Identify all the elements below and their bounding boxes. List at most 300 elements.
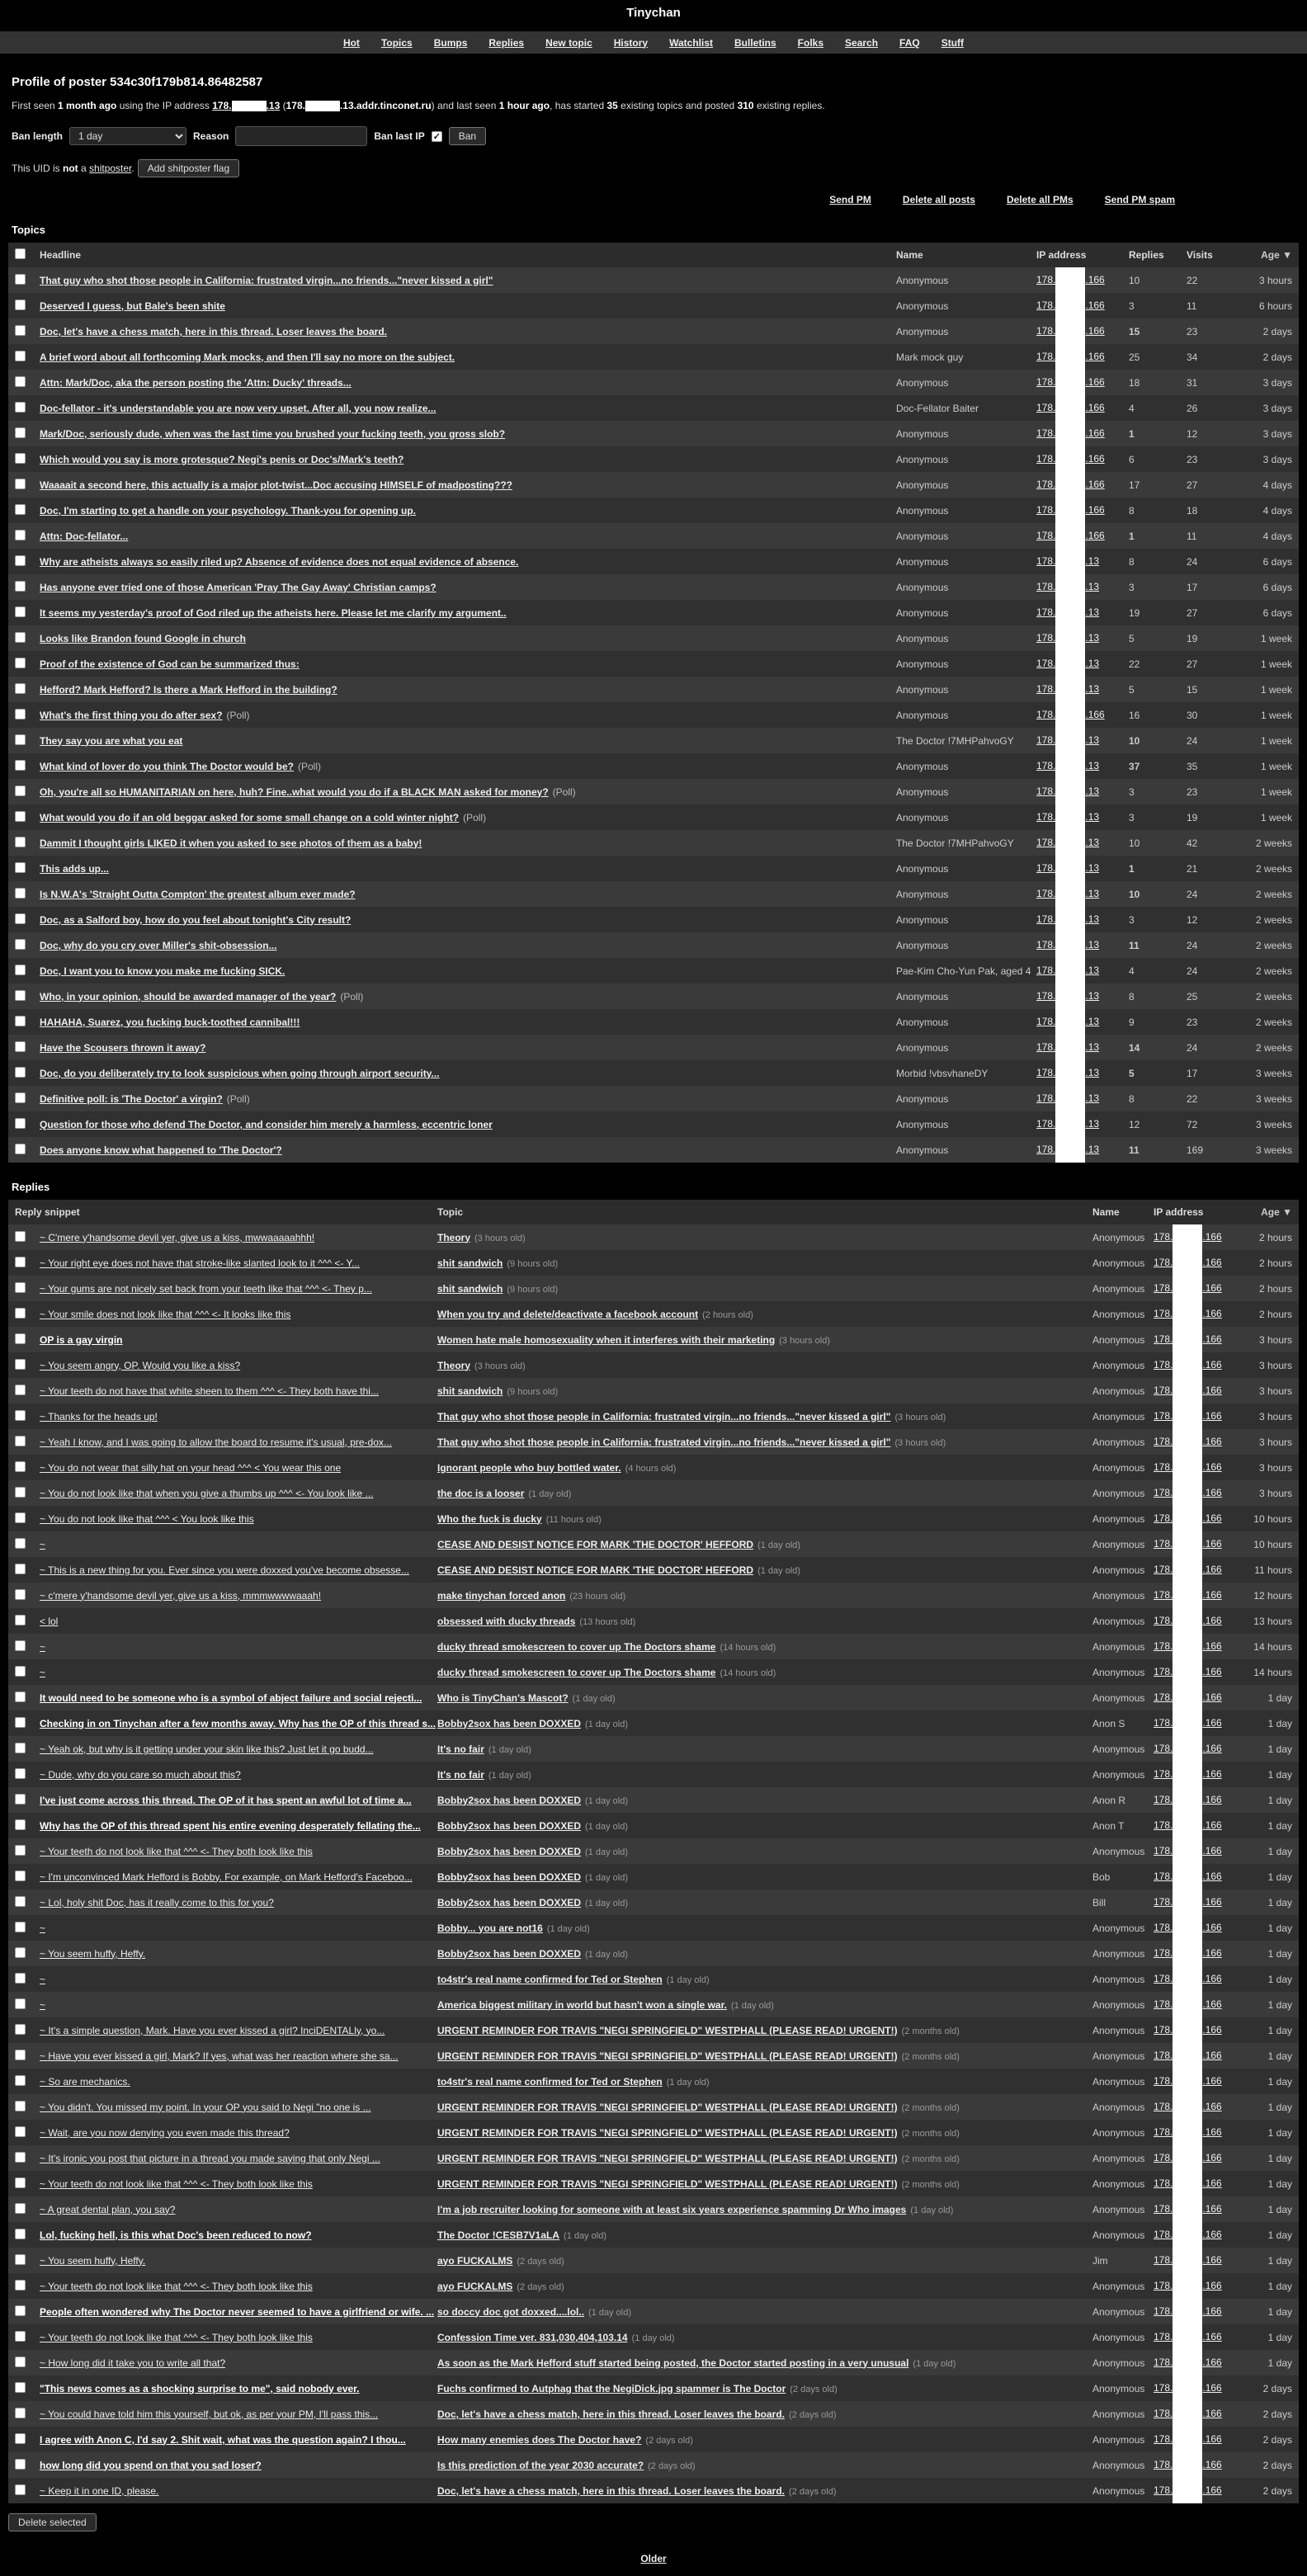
reply-topic-link[interactable]: It's no fair <box>437 1768 484 1781</box>
reply-snippet-link[interactable]: ~ A great dental plan, you say? <box>40 2203 176 2215</box>
reply-topic-link[interactable]: How many enemies does The Doctor have? <box>437 2433 642 2446</box>
ip-link[interactable]: 178. .13 <box>1036 581 1099 592</box>
reply-snippet-link[interactable]: ~ I'm unconvinced Mark Hefford is Bobby. For example, on Mark Hefford's Faceboo... <box>40 1871 413 1883</box>
row-checkbox[interactable] <box>15 2331 26 2342</box>
row-checkbox[interactable] <box>15 837 26 847</box>
reply-topic-link[interactable]: Confession Time ver. 831,030,404,103.14 <box>437 2331 628 2343</box>
reply-snippet-link[interactable]: ~ Your teeth do not have that white sheen to them ^^^ <- They both have thi... <box>40 1385 379 1397</box>
ip-link[interactable]: 178. .166 <box>1036 274 1105 285</box>
row-checkbox[interactable] <box>15 1922 26 1932</box>
reply-topic-link[interactable]: make tinychan forced anon <box>437 1589 566 1602</box>
row-checkbox[interactable] <box>15 786 26 796</box>
row-checkbox[interactable] <box>15 300 26 310</box>
ip-link[interactable]: 178. .166 <box>1154 2433 1222 2445</box>
row-checkbox[interactable] <box>15 1743 26 1753</box>
ip-link[interactable]: 178. .166 <box>1154 2229 1222 2240</box>
row-checkbox[interactable] <box>15 2459 26 2470</box>
topic-headline-link[interactable]: Have the Scousers thrown it away? <box>40 1041 206 1054</box>
row-checkbox[interactable] <box>15 683 26 694</box>
reply-snippet-link[interactable]: ~ C'mere y'handsome devil yer, give us a kiss, mwwaaaaahhh! <box>40 1231 315 1243</box>
row-checkbox[interactable] <box>15 1333 26 1344</box>
reply-snippet-link[interactable]: ~ Your smile does not look like that ^^^ <- It looks like this <box>40 1308 291 1320</box>
reply-snippet-link[interactable]: ~ You seem angry, OP. Would you like a kiss? <box>40 1359 241 1371</box>
reply-snippet-link[interactable]: It would need to be someone who is a symbol of abject failure and social rejecti... <box>40 1691 422 1704</box>
row-checkbox[interactable] <box>15 1998 26 2009</box>
row-checkbox[interactable] <box>15 990 26 1001</box>
ip-link[interactable]: 178. .166 <box>1154 2203 1222 2215</box>
reply-topic-link[interactable]: ayo FUCKALMS <box>437 2254 513 2267</box>
ban-button[interactable]: Ban <box>449 127 486 145</box>
reply-snippet-link[interactable]: ~ Have you ever kissed a girl, Mark? If yes, what was her reaction where she sa... <box>40 2050 399 2062</box>
ip-link[interactable]: 178. .166 <box>1154 1436 1222 1447</box>
ip-link[interactable]: 178. .166 <box>1154 1257 1222 1268</box>
reply-snippet-link[interactable]: ~ Yeah ok, but why is it getting under your skin like this? Just let it go budd... <box>40 1743 374 1755</box>
ip-link[interactable]: 178. .166 <box>1154 1589 1222 1601</box>
nav-link-new-topic[interactable]: New topic <box>545 36 592 49</box>
ip-link[interactable]: 178. .13 <box>1036 606 1099 618</box>
nav-link-history[interactable]: History <box>613 36 649 49</box>
row-checkbox[interactable] <box>15 2305 26 2316</box>
row-checkbox[interactable] <box>15 811 26 822</box>
row-checkbox[interactable] <box>15 2177 26 2188</box>
ip-link[interactable]: 178. .166 <box>1036 376 1105 388</box>
topic-headline-link[interactable]: Attn: Doc-fellator... <box>40 530 129 542</box>
row-checkbox[interactable] <box>15 1461 26 1472</box>
reply-snippet-link[interactable]: ~ You seem huffy, Heffy. <box>40 2254 146 2267</box>
row-checkbox[interactable] <box>15 274 26 285</box>
ip-link[interactable]: 178. .13 <box>1036 555 1099 567</box>
row-checkbox[interactable] <box>15 402 26 413</box>
row-checkbox[interactable] <box>15 2408 26 2418</box>
row-checkbox[interactable] <box>15 1385 26 1395</box>
reply-snippet-link[interactable]: Lol, fucking hell, is this what Doc's been reduced to now? <box>40 2229 312 2241</box>
ip-link[interactable]: 178. .166 <box>1154 1666 1222 1677</box>
nav-link-bumps[interactable]: Bumps <box>433 36 468 49</box>
reply-snippet-link[interactable]: ~ Your teeth do not look like that ^^^ <- They both look like this <box>40 1845 313 1857</box>
ip-link[interactable]: 178. .166 <box>1154 2357 1222 2368</box>
ban-length-select[interactable] <box>69 127 186 145</box>
row-checkbox[interactable] <box>15 1819 26 1830</box>
row-checkbox[interactable] <box>15 965 26 975</box>
topic-headline-link[interactable]: Doc-fellator - it's understandable you are now very upset. After all, you now realize... <box>40 402 436 414</box>
topic-headline-link[interactable]: They say you are what you eat <box>40 734 183 747</box>
row-checkbox[interactable] <box>15 1118 26 1129</box>
ip-link[interactable]: 178. .166 <box>1154 1512 1222 1524</box>
row-checkbox[interactable] <box>15 734 26 745</box>
row-checkbox[interactable] <box>15 1067 26 1078</box>
ip-link[interactable]: 178. .13 <box>1036 683 1099 695</box>
row-checkbox[interactable] <box>15 913 26 924</box>
row-checkbox[interactable] <box>15 2050 26 2060</box>
reply-snippet-link[interactable]: ~ It's a simple question, Mark. Have you ever kissed a girl? InciDENTALly, yo... <box>40 2024 385 2036</box>
ip-link[interactable]: 178. .13 <box>1036 1067 1099 1078</box>
reply-topic-link[interactable]: Is this prediction of the year 2030 accurate? <box>437 2459 644 2471</box>
col-age-sort[interactable]: Age ▼ <box>1261 1206 1292 1218</box>
row-checkbox[interactable] <box>15 862 26 873</box>
reply-snippet-link[interactable]: ~ Dude, why do you care so much about this? <box>40 1768 241 1781</box>
reply-snippet-link[interactable]: Why has the OP of this thread spent his entire evening desperately fellating the... <box>40 1819 421 1832</box>
ip-link[interactable]: 178. .166 <box>1154 1871 1222 1882</box>
ip-link[interactable]: 178. .13 <box>1036 862 1099 874</box>
topic-headline-link[interactable]: Mark/Doc, seriously dude, when was the last time you brushed your fucking teeth, you gross slob? <box>40 427 506 440</box>
reply-topic-link[interactable]: America biggest military in world but hasn't won a single war. <box>437 1998 727 2011</box>
shitposter-link[interactable]: shitposter <box>89 163 132 174</box>
add-shitposter-flag-button[interactable]: Add shitposter flag <box>138 159 239 177</box>
topic-headline-link[interactable]: Doc, I want you to know you make me fucking SICK. <box>40 965 285 977</box>
row-checkbox[interactable] <box>15 2484 26 2495</box>
reply-snippet-link[interactable]: ~ You do not look like that when you give a thumbs up ^^^ <- You look like ... <box>40 1487 374 1499</box>
ip-link[interactable]: 178. .166 <box>1154 2126 1222 2138</box>
row-checkbox[interactable] <box>15 2357 26 2367</box>
reply-snippet-link[interactable]: ~ This is a new thing for you. Ever since you were doxxed you've become obsesse... <box>40 1564 409 1576</box>
row-checkbox[interactable] <box>15 1538 26 1549</box>
row-checkbox[interactable] <box>15 760 26 771</box>
ip-link[interactable]: 178. .166 <box>1154 1410 1222 1422</box>
row-checkbox[interactable] <box>15 1794 26 1805</box>
ip-link[interactable]: 178. .166 <box>1036 709 1105 720</box>
ip-link[interactable]: 178. .166 <box>1036 300 1105 311</box>
reply-snippet-link[interactable]: ~ You didn't. You missed my point. In your OP you said to Negi "no one is ... <box>40 2101 371 2113</box>
topic-headline-link[interactable]: Waaaait a second here, this actually is a major plot-twist...Doc accusing HIMSELF of madposting??? <box>40 479 512 491</box>
row-checkbox[interactable] <box>15 1231 26 1242</box>
ip-link[interactable]: 178. .166 <box>1154 1691 1222 1703</box>
row-checkbox[interactable] <box>15 888 26 899</box>
row-checkbox[interactable] <box>15 1564 26 1574</box>
row-checkbox[interactable] <box>15 504 26 515</box>
nav-link-bulletins[interactable]: Bulletins <box>734 36 776 49</box>
row-checkbox[interactable] <box>15 1666 26 1677</box>
reply-snippet-link[interactable]: ~ Lol, holy shit Doc, has it really come to this for you? <box>40 1896 274 1908</box>
ip-link[interactable]: 178. .13 <box>1036 632 1099 644</box>
topic-headline-link[interactable]: Why are atheists always so easily riled up? Absence of evidence does not equal evidence of absence. <box>40 555 519 568</box>
row-checkbox[interactable] <box>15 1845 26 1856</box>
row-checkbox[interactable] <box>15 1896 26 1907</box>
reply-topic-link[interactable]: Bobby2sox has been DOXXED <box>437 1819 582 1832</box>
ip-link[interactable]: 178. .13 <box>1036 1144 1099 1155</box>
row-checkbox[interactable] <box>15 1487 26 1498</box>
action-link-delete-all-posts[interactable]: Delete all posts <box>902 194 975 205</box>
row-checkbox[interactable] <box>15 1257 26 1267</box>
reply-snippet-link[interactable]: ~ <box>40 1973 46 1985</box>
reply-snippet-link[interactable]: ~ So are mechanics. <box>40 2075 130 2088</box>
reply-topic-link[interactable]: shit sandwich <box>437 1385 503 1397</box>
reply-topic-link[interactable]: obsessed with ducky threads <box>437 1615 576 1627</box>
row-checkbox[interactable] <box>15 1640 26 1651</box>
ip-link[interactable]: 178. .166 <box>1154 2459 1222 2470</box>
ip-link[interactable]: 178. .166 <box>1154 2101 1222 2112</box>
reply-topic-link[interactable]: CEASE AND DESIST NOTICE FOR MARK 'THE DOCTOR' HEFFORD <box>437 1564 754 1576</box>
ip-link[interactable]: 178. .166 <box>1154 1998 1222 2010</box>
reply-topic-link[interactable]: Fuchs confirmed to Autphag that the NegiDick.jpg spammer is The Doctor <box>437 2382 786 2394</box>
row-checkbox[interactable] <box>15 2229 26 2239</box>
ip-link[interactable]: 178. .166 <box>1154 2152 1222 2163</box>
reply-snippet-link[interactable]: < lol <box>40 1615 59 1627</box>
reply-snippet-link[interactable]: ~ You do not look like that ^^^ < You look like this <box>40 1512 254 1525</box>
reply-topic-link[interactable]: Doc, let's have a chess match, here in this thread. Loser leaves the board. <box>437 2408 786 2420</box>
ip-link[interactable]: 178. .13 <box>1036 837 1099 848</box>
reply-topic-link[interactable]: CEASE AND DESIST NOTICE FOR MARK 'THE DOCTOR' HEFFORD <box>437 1538 754 1550</box>
row-checkbox[interactable] <box>15 427 26 438</box>
reply-snippet-link[interactable]: ~ You seem huffy, Heffy. <box>40 1947 146 1960</box>
topic-headline-link[interactable]: Doc, as a Salford boy, how do you feel about tonight's City result? <box>40 913 352 926</box>
topic-headline-link[interactable]: Is N.W.A's 'Straight Outta Compton' the greatest album ever made? <box>40 888 356 900</box>
topic-headline-link[interactable]: Oh, you're all so HUMANITARIAN on here, huh? Fine..what would you do if a BLACK MAN asked for money? <box>40 786 549 798</box>
row-checkbox[interactable] <box>15 1041 26 1052</box>
row-checkbox[interactable] <box>15 555 26 566</box>
row-checkbox[interactable] <box>15 2126 26 2137</box>
reply-snippet-link[interactable]: how long did you spend on that you sad loser? <box>40 2459 262 2471</box>
reply-snippet-link[interactable]: ~ You do not wear that silly hat on your head ^^^ < You wear this one <box>40 1461 342 1474</box>
row-checkbox[interactable] <box>15 479 26 489</box>
nav-link-faq[interactable]: FAQ <box>899 36 920 49</box>
ip-link[interactable]: 178. .166 <box>1154 2075 1222 2087</box>
ip-link[interactable]: 178. .166 <box>1154 1487 1222 1498</box>
reply-topic-link[interactable]: URGENT REMINDER FOR TRAVIS "NEGI SPRINGFIELD" WESTPHALL (PLEASE READ! URGENT!) <box>437 2152 898 2164</box>
reply-topic-link[interactable]: Bobby2sox has been DOXXED <box>437 1845 582 1857</box>
ip-link[interactable]: 178. .13 <box>1036 786 1099 797</box>
row-checkbox[interactable] <box>15 1282 26 1293</box>
reply-topic-link[interactable]: Bobby2sox has been DOXXED <box>437 1717 582 1729</box>
reply-snippet-link[interactable]: ~ <box>40 1538 46 1550</box>
ip-link[interactable]: 178. .166 <box>1154 1564 1222 1575</box>
row-checkbox[interactable] <box>15 1973 26 1984</box>
reply-topic-link[interactable]: shit sandwich <box>437 1282 503 1295</box>
reply-topic-link[interactable]: Bobby2sox has been DOXXED <box>437 1871 582 1883</box>
ip-link[interactable]: 178. .166 <box>1154 1461 1222 1473</box>
reply-snippet-link[interactable]: ~ Yeah I know, and I was going to allow the board to resume it's usual, pre-dox... <box>40 1436 392 1448</box>
ip-link[interactable]: 178. .166 <box>1154 1947 1222 1959</box>
reply-topic-link[interactable]: ducky thread smokescreen to cover up The Doctors shame <box>437 1640 716 1653</box>
action-link-send-pm-spam[interactable]: Send PM spam <box>1104 194 1175 205</box>
row-checkbox[interactable] <box>15 1947 26 1958</box>
reply-snippet-link[interactable]: ~ Keep it in one ID, please. <box>40 2484 159 2497</box>
ip-link[interactable]: 178. .13 <box>1036 1041 1099 1053</box>
ip-link[interactable]: 178. .166 <box>1154 1333 1222 1345</box>
reply-snippet-link[interactable]: ~ Thanks for the heads up! <box>40 1410 158 1422</box>
ip-link[interactable]: 178. .13 <box>1036 990 1099 1002</box>
ip-link[interactable]: 178. .166 <box>1154 2254 1222 2266</box>
ip-link[interactable]: 178. .166 <box>1154 1615 1222 1626</box>
ip-link[interactable]: 178. .166 <box>1154 2024 1222 2036</box>
row-checkbox[interactable] <box>15 1615 26 1625</box>
topic-headline-link[interactable]: Question for those who defend The Doctor, and consider him merely a harmless, eccentric loner <box>40 1118 493 1130</box>
nav-link-topics[interactable]: Topics <box>380 36 413 49</box>
reply-snippet-link[interactable]: I agree with Anon C, I'd say 2. Shit wait, what was the question again? I thou... <box>40 2433 406 2446</box>
ip-link[interactable]: 178. .13 <box>212 100 281 111</box>
reply-topic-link[interactable]: URGENT REMINDER FOR TRAVIS "NEGI SPRINGFIELD" WESTPHALL (PLEASE READ! URGENT!) <box>437 2126 898 2139</box>
row-checkbox[interactable] <box>15 1410 26 1421</box>
nav-link-hot[interactable]: Hot <box>342 36 360 49</box>
reply-topic-link[interactable]: Ignorant people who buy bottled water. <box>437 1461 621 1474</box>
ip-link[interactable]: 178. .166 <box>1154 1896 1222 1908</box>
topic-headline-link[interactable]: Which would you say is more grotesque? Negi's penis or Doc's/Mark's teeth? <box>40 453 404 465</box>
topic-headline-link[interactable]: What would you do if an old beggar asked for some small change on a cold winter night? <box>40 811 460 823</box>
nav-link-stuff[interactable]: Stuff <box>941 36 965 49</box>
reply-topic-link[interactable]: Bobby... you are not16 <box>437 1922 543 1934</box>
topic-headline-link[interactable]: Doc, why do you cry over Miller's shit-obsession... <box>40 939 277 951</box>
ip-link[interactable]: 178. .166 <box>1036 325 1105 337</box>
ip-link[interactable]: 178. .166 <box>1154 1794 1222 1805</box>
reply-topic-link[interactable]: the doc is a looser <box>437 1487 525 1499</box>
row-checkbox[interactable] <box>15 453 26 464</box>
reply-topic-link[interactable]: Bobby2sox has been DOXXED <box>437 1947 582 1960</box>
topic-headline-link[interactable]: Does anyone know what happened to 'The Doctor'? <box>40 1144 282 1156</box>
topic-headline-link[interactable]: Deserved I guess, but Bale's been shite <box>40 300 225 312</box>
ip-link[interactable]: 178. .166 <box>1154 1845 1222 1857</box>
reply-snippet-link[interactable]: Checking in on Tinychan after a few months away. Why has the OP of this thread s... <box>40 1717 436 1729</box>
ip-link[interactable]: 178. .166 <box>1036 453 1105 465</box>
row-checkbox[interactable] <box>15 2075 26 2086</box>
topic-headline-link[interactable]: It seems my yesterday's proof of God riled up the atheists here. Please let me clarify my argument.. <box>40 606 507 619</box>
reply-snippet-link[interactable]: ~ Wait, are you now denying you even made this thread? <box>40 2126 290 2139</box>
reply-snippet-link[interactable]: ~ <box>40 1666 46 1678</box>
ip-link[interactable]: 178. .166 <box>1036 530 1105 541</box>
ip-link[interactable]: 178. .166 <box>1154 1922 1222 1933</box>
reply-topic-link[interactable]: That guy who shot those people in California: frustrated virgin...no friends..."never kissed a girl" <box>437 1436 891 1448</box>
reply-topic-link[interactable]: so doccy doc got doxxed....lol.. <box>437 2305 585 2318</box>
reply-topic-link[interactable]: I'm a job recruiter looking for someone with at least six years experience spamming Dr Who images <box>437 2203 907 2215</box>
ip-link[interactable]: 178. .13 <box>1036 760 1099 771</box>
topic-headline-link[interactable]: Doc, let's have a chess match, here in this thread. Loser leaves the board. <box>40 325 388 337</box>
reply-topic-link[interactable]: When you try and delete/deactivate a facebook account <box>437 1308 699 1320</box>
reply-topic-link[interactable]: Bobby2sox has been DOXXED <box>437 1896 582 1908</box>
reply-topic-link[interactable]: to4str's real name confirmed for Ted or Stephen <box>437 2075 663 2088</box>
row-checkbox[interactable] <box>15 2280 26 2291</box>
topic-headline-link[interactable]: Dammit I thought girls LIKED it when you asked to see photos of them as a baby! <box>40 837 422 849</box>
row-checkbox[interactable] <box>15 1589 26 1600</box>
row-checkbox[interactable] <box>15 376 26 387</box>
ip-link[interactable]: 178. .166 <box>1036 402 1105 413</box>
reply-topic-link[interactable]: Theory <box>437 1359 471 1371</box>
ip-link[interactable]: 178. .166 <box>1154 1819 1222 1831</box>
topic-headline-link[interactable]: Doc, I'm starting to get a handle on your psychology. Thank-you for opening up. <box>40 504 416 517</box>
ip-link[interactable]: 178. .13 <box>1036 1016 1099 1027</box>
reply-topic-link[interactable]: It's no fair <box>437 1743 484 1755</box>
row-checkbox[interactable] <box>15 2254 26 2265</box>
ip-link[interactable]: 178. .166 <box>1036 479 1105 490</box>
ip-link[interactable]: 178. .166 <box>1154 2280 1222 2291</box>
ip-link[interactable]: 178. .166 <box>1154 1231 1222 1243</box>
reply-topic-link[interactable]: ayo FUCKALMS <box>437 2280 513 2292</box>
ip-link[interactable]: 178. .166 <box>1154 1768 1222 1780</box>
ip-link[interactable]: 178. .166 <box>1036 427 1105 439</box>
row-checkbox[interactable] <box>15 2101 26 2111</box>
reply-topic-link[interactable]: URGENT REMINDER FOR TRAVIS "NEGI SPRINGFIELD" WESTPHALL (PLEASE READ! URGENT!) <box>437 2024 898 2036</box>
topic-headline-link[interactable]: Proof of the existence of God can be summarized thus: <box>40 658 300 670</box>
ip-link[interactable]: 178. .166 <box>1036 351 1105 362</box>
reply-snippet-link[interactable]: I've just come across this thread. The OP of it has spent an awful lot of time a... <box>40 1794 412 1806</box>
ip-link[interactable]: 178. .13 <box>1036 811 1099 823</box>
ip-link[interactable]: 178. .166 <box>1154 1359 1222 1371</box>
reply-snippet-link[interactable]: OP is a gay virgin <box>40 1333 123 1346</box>
row-checkbox[interactable] <box>15 1308 26 1319</box>
reply-topic-link[interactable]: Doc, let's have a chess match, here in this thread. Loser leaves the board. <box>437 2484 786 2497</box>
ip-link[interactable]: 178. .166 <box>1154 2177 1222 2189</box>
nav-link-replies[interactable]: Replies <box>488 36 525 49</box>
nav-link-watchlist[interactable]: Watchlist <box>669 36 713 49</box>
topic-headline-link[interactable]: Doc, do you deliberately try to look suspicious when going through airport security... <box>40 1067 440 1079</box>
reply-topic-link[interactable]: URGENT REMINDER FOR TRAVIS "NEGI SPRINGFIELD" WESTPHALL (PLEASE READ! URGENT!) <box>437 2101 898 2113</box>
row-checkbox[interactable] <box>15 1717 26 1728</box>
reply-topic-link[interactable]: shit sandwich <box>437 1257 503 1269</box>
row-checkbox[interactable] <box>15 530 26 540</box>
reply-topic-link[interactable]: Women hate male homosexuality when it interferes with their marketing <box>437 1333 776 1346</box>
ip-link[interactable]: 178. .166 <box>1154 1385 1222 1396</box>
reply-snippet-link[interactable]: ~ c'mere y'handsome devil yer, give us a kiss, mmmwwwwaaah! <box>40 1589 322 1602</box>
row-checkbox[interactable] <box>15 709 26 719</box>
ip-link[interactable]: 178. .13 <box>1036 658 1099 669</box>
delete-selected-button[interactable]: Delete selected <box>8 2513 97 2531</box>
nav-link-folks[interactable]: Folks <box>797 36 824 49</box>
ip-link[interactable]: 178. .166 <box>1154 1282 1222 1294</box>
topic-headline-link[interactable]: What's the first thing you do after sex? <box>40 709 223 721</box>
select-all-topics-checkbox[interactable] <box>15 248 26 259</box>
topic-headline-link[interactable]: A brief word about all forthcoming Mark mocks, and then I'll say no more on the subject. <box>40 351 455 363</box>
reply-topic-link[interactable]: Who is TinyChan's Mascot? <box>437 1691 569 1704</box>
row-checkbox[interactable] <box>15 1512 26 1523</box>
reply-snippet-link[interactable]: ~ Your teeth do not look like that ^^^ <- They both look like this <box>40 2280 313 2292</box>
ip-link[interactable]: 178. .166 <box>1154 2484 1222 2496</box>
row-checkbox[interactable] <box>15 632 26 643</box>
row-checkbox[interactable] <box>15 1144 26 1154</box>
ip-link[interactable]: 178. .13 <box>1036 913 1099 925</box>
row-checkbox[interactable] <box>15 1871 26 1881</box>
row-checkbox[interactable] <box>15 351 26 361</box>
action-link-send-pm[interactable]: Send PM <box>829 194 871 205</box>
reply-snippet-link[interactable]: ~ Your teeth do not look like that ^^^ <- They both look like this <box>40 2331 313 2343</box>
topic-headline-link[interactable]: Definitive poll: is 'The Doctor' a virgin? <box>40 1092 223 1105</box>
action-link-delete-all-pms[interactable]: Delete all PMs <box>1006 194 1073 205</box>
reply-snippet-link[interactable]: ~ You could have told him this yourself, but ok, as per your PM, I'll pass this... <box>40 2408 379 2420</box>
row-checkbox[interactable] <box>15 2382 26 2393</box>
reply-snippet-link[interactable]: ~ Your right eye does not have that stroke-like slanted look to it ^^^ <- Y... <box>40 1257 361 1269</box>
topic-headline-link[interactable]: That guy who shot those people in California: frustrated virgin...no friends..."never kissed a girl" <box>40 274 493 286</box>
row-checkbox[interactable] <box>15 658 26 668</box>
ip-link[interactable]: 178. .166 <box>1154 2408 1222 2419</box>
topic-headline-link[interactable]: Attn: Mark/Doc, aka the person posting the 'Attn: Ducky' threads... <box>40 376 352 389</box>
reply-topic-link[interactable]: That guy who shot those people in California: frustrated virgin...no friends..."never kissed a girl" <box>437 1410 891 1422</box>
row-checkbox[interactable] <box>15 606 26 617</box>
topic-headline-link[interactable]: Hefford? Mark Hefford? Is there a Mark Hefford in the building? <box>40 683 337 696</box>
topic-headline-link[interactable]: Looks like Brandon found Google in church <box>40 632 247 644</box>
ip-link[interactable]: 178. .166 <box>1154 1308 1222 1319</box>
ip-link[interactable]: 178. .166 <box>1154 1640 1222 1652</box>
ip-link[interactable]: 178. .166 <box>1154 1717 1222 1729</box>
row-checkbox[interactable] <box>15 1436 26 1446</box>
reply-topic-link[interactable]: ducky thread smokescreen to cover up The Doctors shame <box>437 1666 716 1678</box>
topic-headline-link[interactable]: What kind of lover do you think The Doctor would be? <box>40 760 294 772</box>
row-checkbox[interactable] <box>15 2152 26 2163</box>
reply-snippet-link[interactable]: ~ <box>40 1922 46 1934</box>
reply-snippet-link[interactable]: ~ How long did it take you to write all that? <box>40 2357 226 2369</box>
ip-link[interactable]: 178. .166 <box>1154 2305 1222 2317</box>
ip-link[interactable]: 178. .166 <box>1154 1973 1222 1984</box>
ban-reason-input[interactable] <box>235 126 367 146</box>
ip-link[interactable]: 178. .166 <box>1154 2382 1222 2394</box>
topic-headline-link[interactable]: Has anyone ever tried one of those American 'Pray The Gay Away' Christian camps? <box>40 581 436 593</box>
topic-headline-link[interactable]: This adds up... <box>40 862 110 875</box>
row-checkbox[interactable] <box>15 1016 26 1026</box>
row-checkbox[interactable] <box>15 1359 26 1370</box>
nav-link-search[interactable]: Search <box>845 36 879 49</box>
reply-topic-link[interactable]: Who the fuck is ducky <box>437 1512 542 1525</box>
row-checkbox[interactable] <box>15 325 26 336</box>
reply-snippet-link[interactable]: ~ Your teeth do not look like that ^^^ <- They both look like this <box>40 2177 313 2190</box>
reply-snippet-link[interactable]: ~ <box>40 1998 46 2011</box>
ip-link[interactable]: 178. .13 <box>1036 734 1099 746</box>
reply-snippet-link[interactable]: "This news comes as a shocking surprise to me", said nobody ever. <box>40 2382 360 2394</box>
row-checkbox[interactable] <box>15 581 26 592</box>
